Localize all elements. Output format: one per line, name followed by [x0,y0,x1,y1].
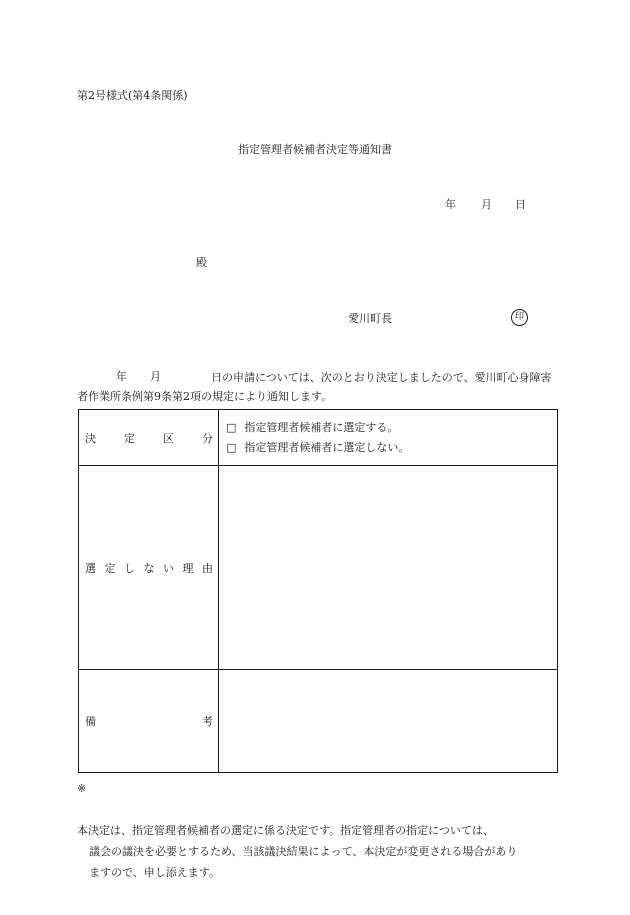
note-line-1-text: 本決定は、指定管理者候補者の選定に係る決定です。指定管理者の指定については、 [77,824,494,837]
issuer-name: 愛川町長 [348,312,392,325]
label-char: 選 [85,561,96,575]
body-line-2: 者作業所条例第9条第2項の規定により通知します。 [77,390,333,403]
checkbox-icon[interactable]: □ [226,440,237,454]
option-not-selected [219,438,557,458]
label-decision-category [79,410,219,466]
label-reason-not-selected [79,466,219,670]
form-number: 第2号様式(第4条関係) [77,89,188,102]
label-char: い [163,561,174,575]
note-line-2: 議会の議決を必要とするため、当該議決結果によって、本決定が変更される場合があり [89,845,518,858]
label-char: 分 [202,431,213,445]
label-char: 理 [182,561,194,575]
label-char: 定 [104,561,116,575]
body-text [77,368,557,406]
remarks-field[interactable] [219,670,558,773]
reason-field[interactable] [219,466,558,670]
decision-table [78,409,558,773]
table-row-reason [79,466,558,670]
table-row-decision [79,410,558,466]
body-month-label: 月 [150,370,161,383]
option-selected [219,418,557,438]
body-year-label: 年 [116,370,127,383]
label-char: 決 [85,431,96,445]
addressee-suffix: 殿 [196,256,207,269]
date-day-label: 日 [515,198,526,211]
document-title: 指定管理者候補者決定等通知書 [238,143,392,156]
note-line-3: ますので、申し添えます。 [89,866,220,879]
option-label: 指定管理者候補者に選定しない。 [244,440,410,454]
label-char: な [143,561,155,575]
footnote [77,778,557,883]
seal-mark: 印 [511,309,528,326]
label-char: 定 [124,431,135,445]
note-line-1 [77,778,557,841]
date-year-label: 年 [445,198,456,211]
date-month-label: 月 [481,198,492,211]
body-line-1: 日の申請については、次のとおり決定しましたので、愛川町心身障害 [211,371,552,384]
label-remarks [79,670,219,773]
label-char: 区 [163,431,174,445]
table-row-remarks [79,670,558,773]
checkbox-icon[interactable]: □ [226,420,237,434]
label-char: 由 [202,561,213,575]
label-char: 備 [85,715,96,728]
note-mark: ※ [77,782,87,795]
decision-options [219,410,558,466]
option-label: 指定管理者候補者に選定する。 [244,420,399,434]
label-char: 考 [202,715,213,728]
label-char: し [124,561,135,575]
